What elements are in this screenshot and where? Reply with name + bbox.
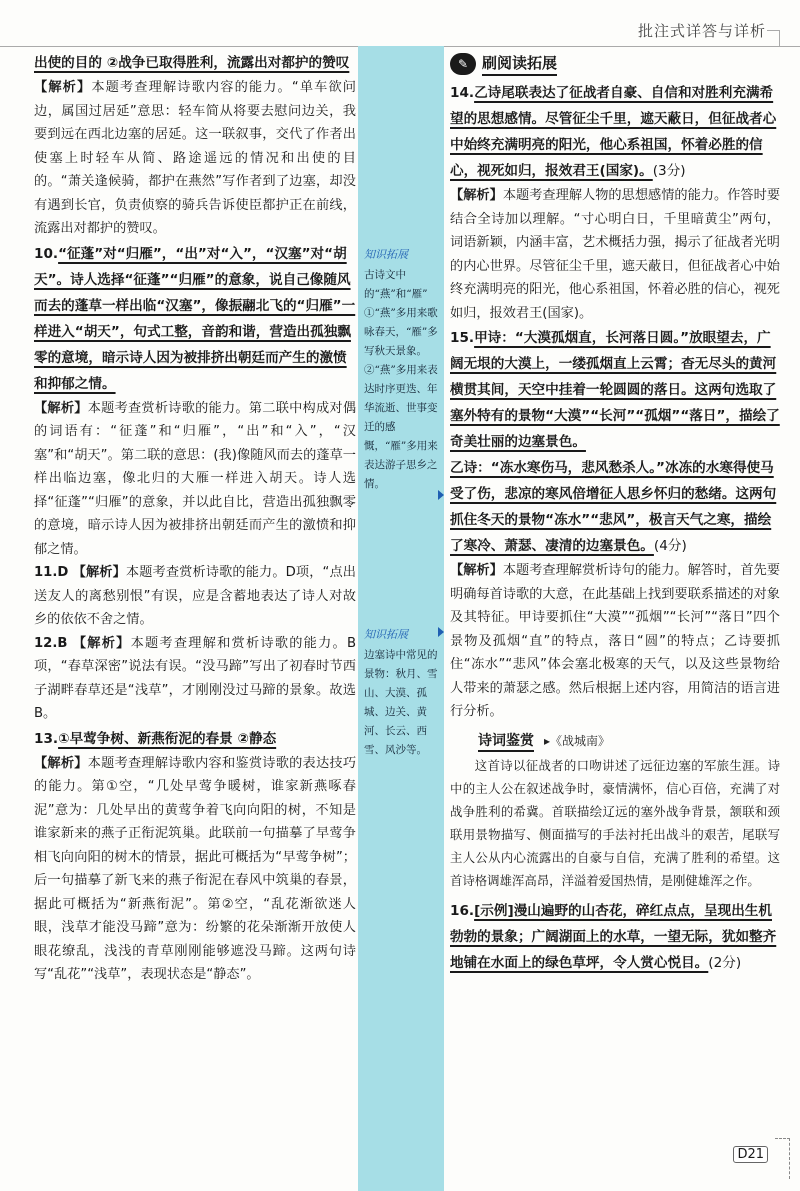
- q14-answer-text: 乙诗尾联表达了征战者自豪、自信和对胜利充满希望的思想感情。尽管征尘千里，遮天蔽日，但征战者心中始终充满明亮的阳光，他心系祖国，怀着必胜的信心，视死如归，报效君王(国家)。: [450, 85, 777, 179]
- q11-analysis-label: 【解析】: [72, 565, 126, 580]
- q10-answer: [34, 241, 356, 397]
- q13-analysis-text: 本题考查理解诗歌内容和鉴赏诗歌的表达技巧的能力。第①空，“几处早莺争暖树，谁家新燕啄春泥”意为：几处早出的黄莺争着飞向向阳的树，不知是谁家新来的燕子正衔泥筑巢。此联前一句描摹了早莺争相飞向向阳的树木的情景，据此可概括为“早莺争树”；后一句描摹了新飞来的燕子衔泥在春风中筑巢的春景，据此可概括为“新燕衔泥”。第②空，“乱花渐欲迷人眼，浅草才能没马蹄”意为：纷繁的花朵渐渐开放使人眼花缭乱，浅浅的青草刚刚能够遮没马蹄。这两句诗写“乱花”“浅草”，表现状态是“静态”。: [34, 755, 357, 982]
- q13-analysis: [34, 752, 356, 987]
- q9-analysis-text: 本题考查理解诗歌内容的能力。“单车欲问边，属国过居延”意思：轻车简从将要去慰问边关，我要到远在西北边塞的居延。这一联叙事，交代了作者出使塞上时轻车从简、路途遥远的情况和出使的目的。“萧关逢候骑，都护在燕然”写作者到了边塞，却没有遇到长官，负责侦察的骑兵告诉使臣都护正在前线，流露出对都护的赞叹。: [34, 80, 356, 236]
- knowledge-sidebar: [358, 46, 444, 1191]
- knowledge-card-swallow-goose: [364, 246, 438, 494]
- poem-appreciation-header: [478, 730, 780, 752]
- page-number: D21: [733, 1146, 768, 1163]
- q16-answer-text: [示例]漫山遍野的山杏花，碎红点点，呈现出生机勃勃的景象；广阔湖面上的水草，一望无际，犹如整齐地铺在水面上的绿色草坪，令人赏心悦目。: [450, 902, 777, 971]
- brush-icon: ✎: [450, 53, 476, 75]
- page-header: [0, 0, 800, 46]
- q15-analysis: [450, 559, 780, 724]
- poem-appreciation-body: 这首诗以征战者的口吻讲述了远征边塞的军旅生涯。诗中的主人公在叙述战争时，豪情满怀，信心百倍，充满了对战争胜利的希冀。首联描绘辽远的塞外战争背景，颔联和颈联用景物描写、侧面描写的手法衬托出战斗的艰苦，尾联写主人公从内心流露出的自豪与自信，充满了胜利的希望。这首诗格调雄浑高昂，洋溢着爱国热情，是刚健雄浑之作。: [450, 757, 780, 888]
- q12-block: [34, 632, 356, 726]
- q10-analysis: [34, 397, 356, 562]
- page-corner-mark: [775, 1138, 790, 1179]
- q10-analysis-text: 本题考查赏析诗歌的能力。第二联中构成对偶的词语有：“征蓬”和“归雁”，“出”和“入”，“汉塞”和“胡天”。第二联的意思：(我)像随风而去的蓬草一样出临边塞，像北归的大雁一样进入胡天。诗人选择“征蓬”“归雁”的意象，并以此自比，营造出孤独飘零的意境，暗示诗人因为被排挤出朝廷而产生的激愤和抑郁之情。: [34, 400, 357, 557]
- q15-number: 15.: [450, 330, 475, 346]
- q11-answer: D: [57, 565, 69, 580]
- q9-analysis-label: 【解析】: [34, 80, 92, 95]
- pointer-arrow-right-icon: [438, 490, 444, 500]
- q15-analysis-text: 本题考查理解赏析诗句的能力。解答时，首先要明确每首诗歌的大意，在此基础上找到要联系描述的对象及其特征。甲诗要抓住“大漠”“孤烟”“长河”“落日”四个景物及孤烟“直”的特点，落日“圆”的特点；乙诗要抓住“冻水”“悲风”体会塞北极寒的天气，以及这些景物给人带来的萧瑟之感。然后根据上述内容，用简洁的语言进行分析。: [450, 563, 781, 719]
- knowledge-card-frontier: [364, 626, 438, 760]
- q11-number: 11.: [34, 565, 58, 580]
- q15-analysis-label: 【解析】: [450, 563, 503, 578]
- right-column: [450, 50, 780, 976]
- q12-answer: B: [57, 635, 68, 651]
- q16-score: (2分): [708, 954, 742, 971]
- q15-answer-text-a: 甲诗：“大漠孤烟直，长河落日圆。”放眼望去，广阔无垠的大漠上，一缕孤烟直上云霄；杳无尽头的黄河横贯其间，天空中挂着一轮圆圆的落日。这两句选取了塞外特有的景物“大漠”“长河”“孤烟”“落日”，描绘了奇美壮丽的边塞景色。: [450, 330, 780, 450]
- pointer-arrow-right-icon: [438, 627, 444, 637]
- q15-score: (4分): [653, 538, 687, 554]
- header-corner-mark: [767, 30, 780, 47]
- q13-answer: [34, 726, 356, 752]
- section-title: 刷阅读拓展: [482, 52, 557, 76]
- q11-analysis-text: 本题考查赏析诗歌的能力。D项，“点出送友人的离愁别恨”有误，应是含蓄地表达了诗人对故乡的依依不舍之情。: [34, 565, 356, 627]
- q14-analysis: [450, 184, 780, 325]
- q12-analysis-text: 本题考查理解和赏析诗歌的能力。B项，“春草深密”说法有误。“没马蹄”写出了初春时节西子湖畔春草还是“浅草”，才刚刚没过马蹄的景象。故选B。: [34, 635, 356, 721]
- knowledge-card-body: 边塞诗中常见的景物：秋月、雪山、大漠、孤城、边关、黄河、长云、西雪、风沙等。: [364, 649, 438, 756]
- poem-appreciation-subtitle: ▸《战城南》: [544, 734, 611, 748]
- q15-answer-a: [450, 325, 780, 455]
- q13-answer-text: ①早莺争树、新燕衔泥的春景 ②静态: [58, 730, 277, 747]
- q15-answer-b: [450, 455, 780, 559]
- q10-answer-text: “征蓬”对“归雁”，“出”对“入”，“汉塞”对“胡天”。诗人选择“征蓬”“归雁”的意象，说自己像随风而去的蓬草一样出临“汉塞”，像振翮北飞的“归雁”一样进入“胡天”，句式工整，音韵和谐，营造出孤独飘零的意境，暗示诗人因为被排挤出朝廷而产生的激愤和抑郁之情。: [34, 245, 356, 392]
- q12-number: 12.: [34, 635, 58, 651]
- knowledge-card-title: 知识拓展: [364, 248, 408, 261]
- q14-analysis-label: 【解析】: [450, 188, 503, 203]
- section-header: [450, 52, 780, 76]
- q13-analysis-label: 【解析】: [34, 755, 88, 771]
- q14-number: 14.: [450, 85, 475, 101]
- q10-number: 10.: [34, 245, 59, 262]
- knowledge-card-title: 知识拓展: [364, 628, 408, 641]
- knowledge-card-body: 古诗文中的“燕”和“雁” ①“燕”多用来歌咏春天，“雁”多写秋天景象。②“燕”多用来表达时序更迭、年华流逝、世事变迁的感慨，“雁”多用来表达游子思乡之情。: [364, 269, 438, 490]
- q10-analysis-label: 【解析】: [34, 400, 88, 416]
- q16-number: 16.: [450, 902, 475, 919]
- q16-answer: [450, 898, 780, 976]
- q9-analysis: [34, 76, 356, 241]
- q13-number: 13.: [34, 730, 59, 747]
- q15-answer-text-b: 乙诗：“冻水寒伤马，悲风愁杀人。”冰冻的水寒得使马受了伤，悲凉的寒风倍增征人思乡怀归的愁绪。这两句抓住冬天的景物“冻水”“悲风”，极言天气之寒，描绘了寒冷、萧瑟、凄清的边塞景色。: [450, 460, 777, 554]
- q14-answer: [450, 80, 780, 184]
- q11-block: [34, 561, 356, 632]
- left-column: [34, 50, 356, 987]
- q14-analysis-text: 本题考查理解人物的思想感情的能力。作答时要结合全诗加以理解。“寸心明白日，千里暗黄尘”两句，词语新颖，内涵丰富，艺术概括力强，揭示了征战者光明的内心世界。尽管征尘千里，遮天蔽日，但征战者心中始终充满明亮的阳光，他心系祖国，怀着必胜的信心，视死如归，报效君王(国家)。: [450, 188, 781, 321]
- q14-score: (3分): [652, 163, 686, 179]
- q12-analysis-label: 【解析】: [72, 635, 131, 651]
- poem-appreciation-title: 诗词鉴赏: [478, 730, 534, 752]
- header-title: 批注式详答与详析: [637, 22, 766, 40]
- q9-answer-continued: 出使的目的 ②战争已取得胜利，流露出对都护的赞叹: [34, 55, 350, 71]
